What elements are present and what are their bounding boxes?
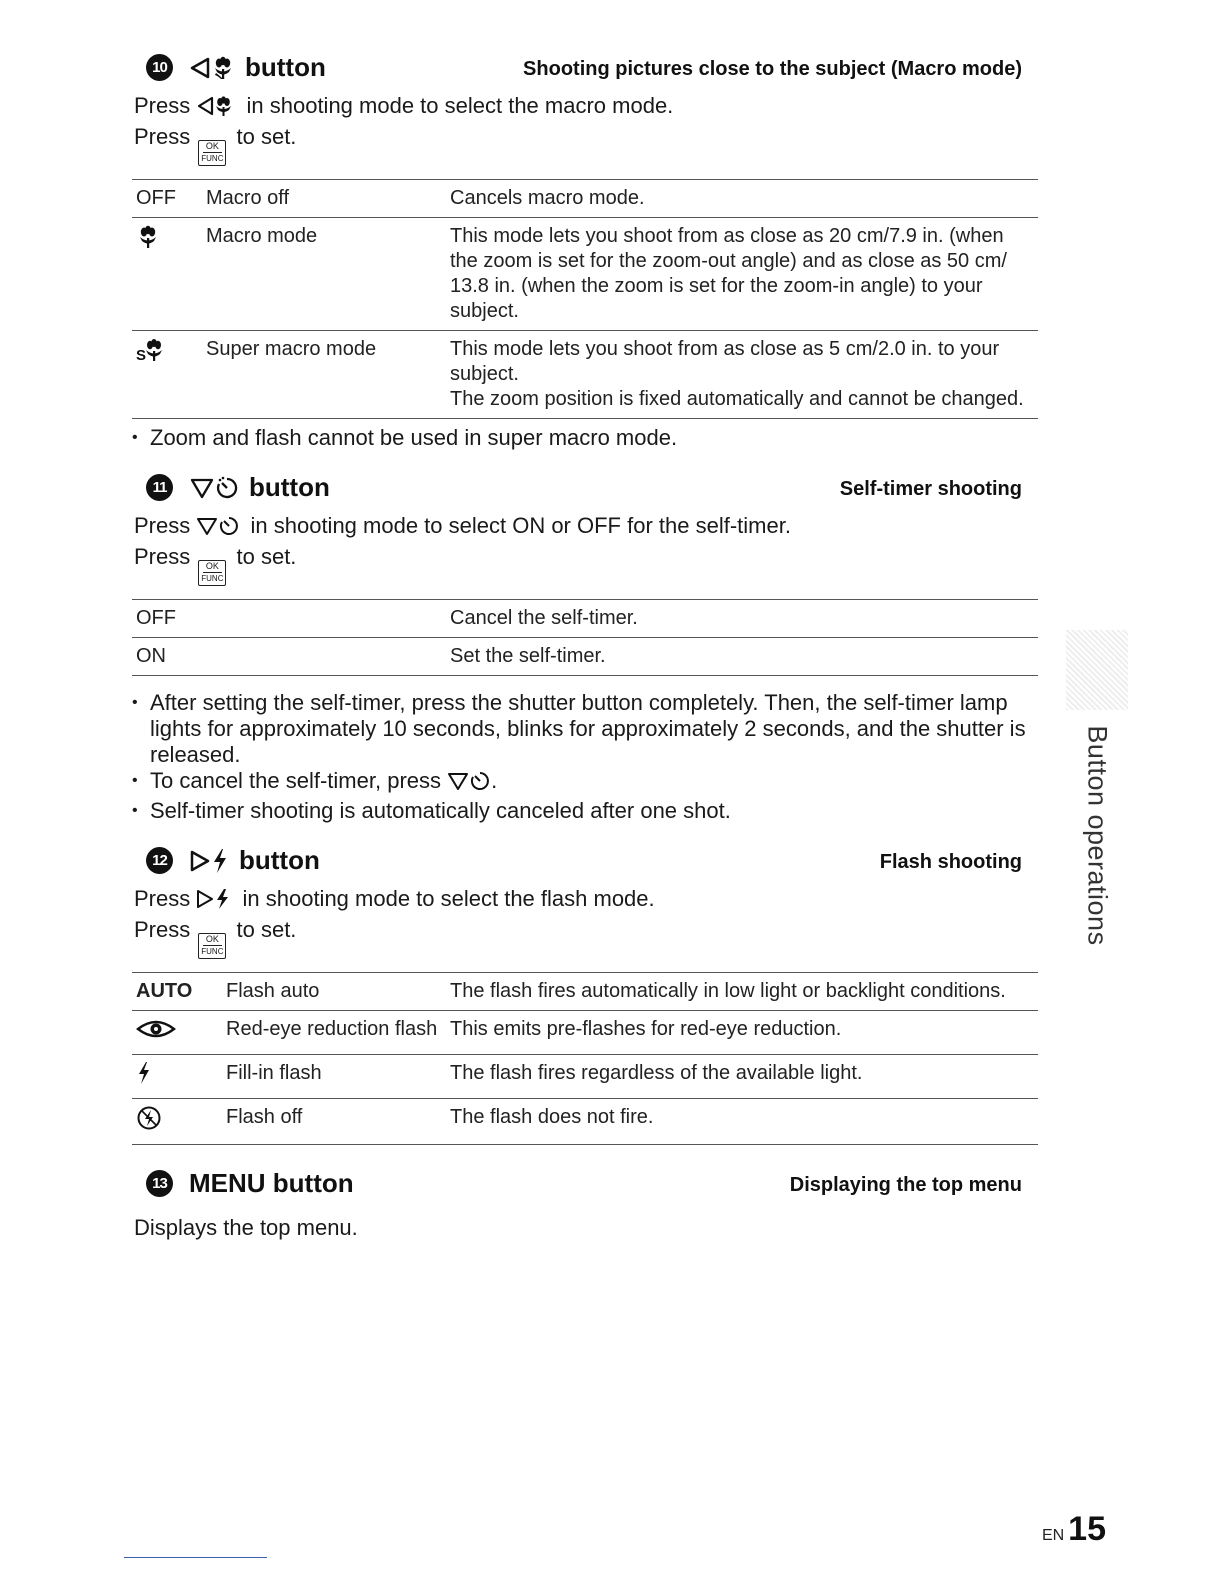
row-name: Macro mode: [202, 217, 446, 330]
row-name: Macro off: [202, 179, 446, 217]
ok-func-button-icon: [198, 933, 226, 959]
func-label: FUNC: [201, 574, 224, 583]
inline-flash-button-icon: [196, 888, 232, 916]
row-name: Flash auto: [222, 972, 446, 1010]
ok-label: OK: [203, 142, 222, 153]
macro-flower-icon: [136, 224, 160, 250]
language-code: EN: [1041, 1527, 1065, 1544]
section-macro: [132, 52, 1040, 451]
section-title: [146, 1168, 354, 1199]
row-description: Cancel the self-timer.: [446, 599, 1038, 637]
note-text: To cancel the self-timer, press: [150, 767, 442, 793]
intro-text: [132, 92, 1040, 166]
section-button-label: button: [239, 845, 320, 875]
section-button-label: MENU button: [189, 1168, 354, 1198]
row-symbol: [132, 1010, 222, 1054]
flash-button-icons: [189, 848, 229, 874]
intro-line2-text: to set.: [236, 124, 297, 149]
table-row: [132, 972, 1038, 1010]
section-header: [132, 52, 1040, 92]
row-description: [446, 330, 1038, 418]
side-tab-marker: [1066, 630, 1128, 710]
row-description-line: This mode lets you shoot from as close as 5 cm/2.0 in. to your subject.: [450, 337, 1000, 385]
row-description: Cancels macro mode.: [446, 179, 1038, 217]
self-timer-button-icons: [189, 476, 239, 500]
row-name: Super macro mode: [202, 330, 446, 418]
row-symbol: ON: [132, 637, 446, 675]
side-tab: [1062, 700, 1132, 970]
row-description: The flash fires automatically in low light or backlight conditions.: [446, 972, 1038, 1010]
table-row: [132, 217, 1038, 330]
flash-off-icon: [136, 1105, 162, 1131]
list-item: • After setting the self-timer, press the shutter button completely. Then, the self-timer lamp lights for approximately 10 seconds, blinks for approximately 2 seconds, and the shutter is released.: [132, 690, 1040, 768]
ok-label: OK: [203, 935, 222, 946]
flash-icon: [136, 1061, 152, 1085]
super-macro-icon: [136, 337, 166, 363]
right-triangle-icon: [189, 849, 211, 873]
self-timer-icon: [215, 476, 239, 500]
section-button-label: button: [249, 472, 330, 502]
table-row: [132, 330, 1038, 418]
ok-label: OK: [203, 562, 222, 573]
table-row: [132, 1010, 1038, 1054]
row-description-line: The zoom position is fixed automatically and cannot be changed.: [450, 387, 1024, 410]
section-title: [146, 845, 320, 876]
table-row: [132, 599, 1038, 637]
list-item: • Self-timer shooting is automatically canceled after one shot.: [132, 798, 1040, 824]
page-number: [1042, 1510, 1106, 1549]
list-item: • To cancel the self-timer, press .: [132, 768, 1040, 798]
section-menu: [132, 1168, 1040, 1241]
row-description: Set the self-timer.: [446, 637, 1038, 675]
section-self-timer: [132, 472, 1040, 824]
row-name: Red-eye reduction flash: [222, 1010, 446, 1054]
intro-line2-text: to set.: [236, 544, 297, 569]
section-subtitle: Displaying the top menu: [789, 1174, 1022, 1196]
row-symbol: [132, 330, 202, 418]
left-triangle-icon: [189, 56, 211, 80]
row-description: The flash does not fire.: [446, 1098, 1038, 1144]
svg-text:S: S: [136, 346, 147, 363]
body-text: Displays the top menu.: [134, 1215, 358, 1240]
section-title: [146, 472, 330, 503]
row-symbol: AUTO: [132, 972, 222, 1010]
flash-mode-table: [132, 972, 1038, 1145]
row-symbol: OFF: [132, 179, 202, 217]
intro-press: Press: [134, 513, 191, 538]
section-header: [132, 845, 1040, 885]
ok-func-button-icon: [198, 560, 226, 586]
intro-line1-text: in shooting mode to select the macro mode.: [246, 93, 674, 118]
inline-self-timer-button-icon: [196, 515, 240, 543]
table-row: [132, 1054, 1038, 1098]
intro-press: Press: [134, 93, 191, 118]
section-number-badge: 13: [146, 1170, 173, 1197]
row-symbol: [132, 217, 202, 330]
intro-press: Press: [134, 544, 191, 569]
intro-press: Press: [134, 917, 191, 942]
row-symbol: [132, 1098, 222, 1144]
section-title: [146, 52, 326, 83]
table-row: [132, 637, 1038, 675]
section-header: [132, 472, 1040, 512]
section-number-badge: 11: [146, 474, 173, 501]
row-symbol: OFF: [132, 599, 446, 637]
intro-press: Press: [134, 886, 191, 911]
table-row: [132, 1098, 1038, 1144]
intro-line1-text: in shooting mode to select ON or OFF for the self-timer.: [250, 513, 791, 538]
list-item: • Zoom and flash cannot be used in super macro mode.: [132, 425, 1040, 451]
macro-mode-table: [132, 179, 1038, 419]
row-description: This emits pre-flashes for red-eye reduction.: [446, 1010, 1038, 1054]
inline-self-timer-button-icon: [447, 770, 491, 798]
section-subtitle: Self-timer shooting: [839, 478, 1022, 500]
notes-list: [132, 425, 1040, 451]
macro-button-icons: [189, 55, 235, 81]
side-tab-label: Button operations: [1082, 724, 1113, 946]
page-number-value: 15: [1068, 1510, 1106, 1548]
section-button-label: button: [245, 52, 326, 82]
section-subtitle: Shooting pictures close to the subject (Macro mode): [523, 58, 1022, 80]
red-eye-icon: [136, 1017, 176, 1041]
footer-line: [124, 1557, 267, 1558]
section-number-badge: 12: [146, 847, 173, 874]
row-symbol: [132, 1054, 222, 1098]
self-timer-table: [132, 599, 1038, 676]
section-header: [132, 1168, 1040, 1208]
row-name: Flash off: [222, 1098, 446, 1144]
func-label: FUNC: [201, 154, 224, 163]
row-description: The flash fires regardless of the available light.: [446, 1054, 1038, 1098]
section-number-badge: 10: [146, 54, 173, 81]
row-description: This mode lets you shoot from as close as 20 cm/7.9 in. (when the zoom is set for the zoom-out angle) and as close as 50 cm/ 13.8 in. (when the zoom is set for the zoom-in angle) to your subject.: [446, 217, 1038, 330]
intro-press: Press: [134, 124, 191, 149]
notes-list: [132, 690, 1040, 824]
down-triangle-icon: [189, 476, 215, 500]
intro-line2-text: to set.: [236, 917, 297, 942]
intro-text: [132, 885, 1040, 959]
ok-func-button-icon: [198, 140, 226, 166]
table-row: [132, 179, 1038, 217]
inline-macro-button-icon: [196, 95, 236, 123]
intro-text: [132, 512, 1040, 586]
section-subtitle: Flash shooting: [879, 851, 1022, 873]
row-name: Fill-in flash: [222, 1054, 446, 1098]
intro-line1-text: in shooting mode to select the flash mode.: [242, 886, 655, 911]
section-flash: [132, 845, 1040, 1145]
func-label: FUNC: [201, 947, 224, 956]
flash-icon: [211, 848, 229, 874]
macro-flower-icon: [211, 55, 235, 81]
